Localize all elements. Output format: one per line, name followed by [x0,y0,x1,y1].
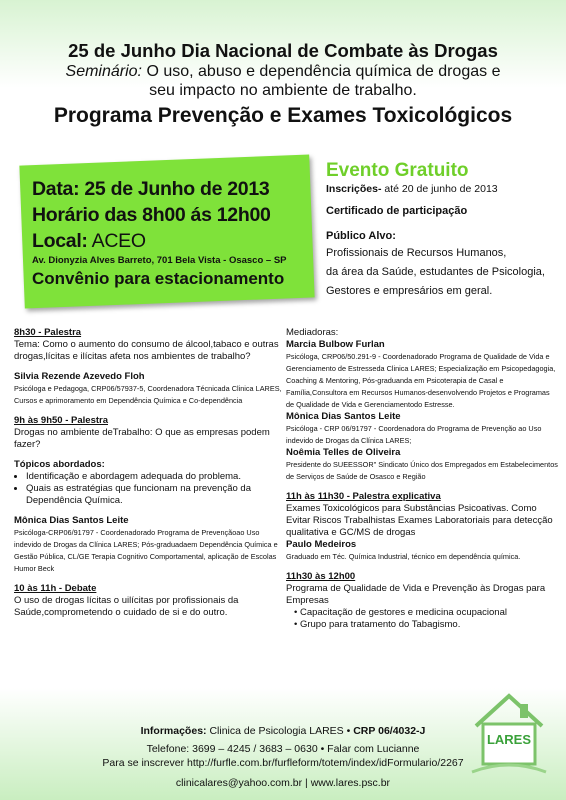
publico-line-2: da área da Saúde, estudantes de Psicologia, [326,266,545,278]
session-3-time: 10 às 11h - Debate [14,583,97,594]
free-event-label: Evento Gratuito [326,160,469,181]
session-4-speaker: Paulo Medeiros [286,539,357,550]
page-title: 25 de Junho Dia Nacional de Combate às Drogas [68,40,498,61]
mediators-label: Mediadoras: [286,327,339,338]
session-5-text: Programa de Qualidade de Vida e Prevenção às Drogas para Empresas [286,583,546,606]
session-3-text: O uso de drogas lícitas o uilícitas por profissionais da Saúde,comprometendo o cuidado de si e do outro. [14,595,239,618]
event-local [32,228,322,254]
certificado: Certificado de participação [326,205,468,217]
logo-text: LARES [486,732,532,747]
publico-label: Público Alvo: [326,230,396,242]
inscricoes-label: Inscrições- [326,183,382,195]
session-4-time: 11h às 11h30 - Palestra explicativa [286,491,441,502]
session-5-item: • Capacitação de gestores e medicina ocupacional [294,607,507,618]
footer-signup: Para se inscrever http://furfle.com.br/furfleform/totem/index/idFormulario/2267 [102,757,464,769]
right-column [286,327,558,631]
publico-line-3: Gestores e empresários em geral. [326,285,493,297]
session-1-speaker: Silvia Rezende Azevedo Floh [14,371,145,382]
session-1-text: Tema: Como o aumento do consumo de álcool,tabaco e outras drogas,lícitas e ilícitas afeta nos ambientes de trabalho? [14,339,279,362]
footer-info-label: Informações: [140,725,207,737]
mediator-3-name: Noêmia Telles de Oliveira [286,447,401,458]
session-1-bio: Psicóloga e Pedagoga, CRP06/57937-5, Coordenadora Técnicada Clinica LARES, Cursos e aprimoramento em Dependência Química e Co-dependência [14,384,282,405]
footer-contact: clinicalares@yahoo.com.br | www.lares.psc.br [175,777,391,789]
event-date: Data: 25 de Junho de 2013 [32,178,270,200]
session-4-bio: Graduado em Téc. Química Industrial, técnico em dependência química. [286,552,521,561]
topic-item: • Identificação e abordagem adequada do problema. [26,471,284,483]
session-5-list [286,607,558,631]
program-title: Programa Prevenção e Exames Toxicológicos [53,104,513,127]
event-local-value: ACEO [87,230,146,252]
inscricoes [326,182,556,196]
event-local-label: Local: [32,230,88,252]
footer-crp: CRP 06/4032-J [353,725,426,737]
event-info [326,160,556,301]
session-2-text: Drogas no ambiente deTrabalho: O que as empresas podem fazer? [14,427,270,450]
session-5-item: • Grupo para tratamento do Tabagismo. [294,619,461,630]
session-2-speaker: Mônica Dias Santos Leite [14,515,129,526]
mediator-2-bio: Psicóloga - CRP 06/91797 - Coordenadora do Programa de Prevenção ao Uso indevido de Drogas da Clínica LARES; [286,424,542,445]
house-icon [466,688,552,778]
footer-info-value: Clinica de Psicologia LARES • [206,725,354,737]
topics-label: Tópicos abordados: [14,459,105,470]
session-1-time: 8h30 - Palestra [14,327,82,338]
mediator-3-bio: Presidente do SUEESSOR" Sindicato Único dos Empregados em Estabelecimentos de Serviços de Saúde de Osasco e Região [286,460,558,481]
session-2-bio: Psicóloga-CRP06/91797 - Coordenadorado Programa de Prevençãoao Uso indevido de Drogas da Clínica LARES; Pós-graduadaem Dependência Química e Gestão Pública, CL/GE Terapia Cognitivo Comportamental, aplicação de Escolas Humor Beck [14,528,278,573]
topic-item: • Quais as estratégias que funcionam na prevenção da Dependência Química. [26,483,284,507]
event-address: Av. Dionyzia Alves Barreto, 701 Bela Vista - Osasco – SP [32,255,287,266]
mediator-2-name: Mônica Dias Santos Leite [286,411,401,422]
mediator-1-name: Marcia Bulbow Furlan [286,339,385,350]
publico-line-1: Profissionais de Recursos Humanos, [326,247,507,259]
mediator-1-bio: Psicóloga, CRP06/50.291-9 - Coordenadorado Programa de Qualidade de Vida e Gerenciamento de Estresseda Clinica LARES; Especialização em Psicopedagogia, Coaching & Mentoring, Pós-graduanda em Psicoterapia de Casal e Família,Consultora em Recursos Humanos-desenvolvendo Projetos e Programas de Qualidade de Vida e Gerenciamentodo Estresse. [286,352,556,409]
left-column [14,327,284,619]
seminar-label: Seminário: [65,63,142,80]
topics-list [14,471,284,507]
session-5-time: 11h30 às 12h00 [286,571,356,582]
seminar-line-1 [0,62,566,81]
seminar-text-1: O uso, abuso e dependência química de drogas e [142,63,501,80]
session-2-time: 9h às 9h50 - Palestra [14,415,108,426]
inscricoes-value: até 20 de junho de 2013 [381,183,498,195]
seminar-line-2: seu impacto no ambiente de trabalho. [149,82,417,99]
session-4-text: Exames Toxicológicos para Substâncias Psicoativas. Como Evitar Riscos Trabalhistas Exames Laboratoriais para detecção qualitativa e GC/MS de drogas [286,503,553,538]
event-parking: Convênio para estacionamento [32,269,285,288]
footer-phone: Telefone: 3699 – 4245 / 3683 – 0630 • Falar com Lucianne [146,743,420,755]
event-hours: Horário das 8h00 ás 12h00 [32,204,271,226]
lares-logo [466,688,552,778]
header [0,40,566,130]
event-box [32,176,322,290]
